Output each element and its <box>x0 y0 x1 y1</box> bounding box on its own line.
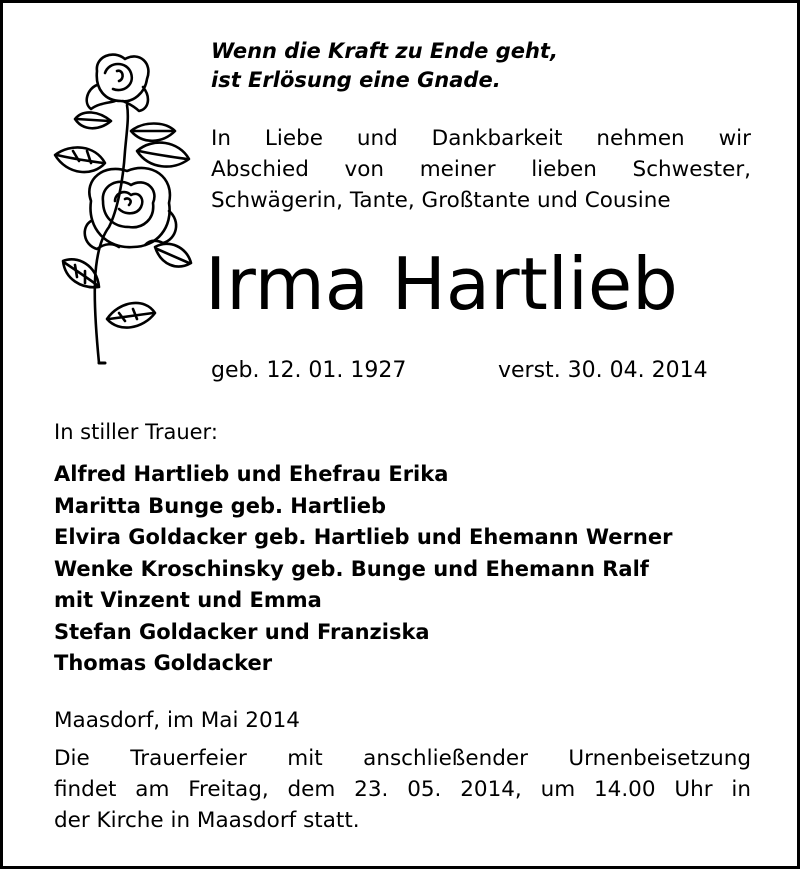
intro-line-2: Abschied von meiner lieben Schwester, <box>211 157 751 182</box>
mourner-entry: mit Vinzent und Emma <box>54 588 322 612</box>
deceased-name: Irma Hartlieb <box>205 242 678 326</box>
mourner-entry: Stefan Goldacker und Franziska <box>54 619 430 644</box>
birth-date: geb. 12. 01. 1927 <box>211 358 407 383</box>
mourner-entry: Thomas Goldacker <box>54 651 273 675</box>
intro-line-3: Schwägerin, Tante, Großtante und Cousine <box>211 188 671 213</box>
mourning-label: In stiller Trauer: <box>54 420 218 444</box>
death-date: verst. 30. 04. 2014 <box>498 358 708 383</box>
motto-line-2: ist Erlösung eine Gnade. <box>211 68 501 92</box>
funeral-notice <box>54 743 751 836</box>
mourners-list <box>54 459 774 680</box>
intro-text <box>211 123 751 216</box>
notice-line-3: der Kirche in Maasdorf statt. <box>54 808 360 833</box>
mourner-entry: Maritta Bunge geb. Hartlieb <box>54 493 387 518</box>
mourner-entry: Alfred Hartlieb und Ehefrau Erika <box>54 462 449 486</box>
motto-line-1: Wenn die Kraft zu Ende geht, <box>211 39 558 63</box>
place-date: Maasdorf, im Mai 2014 <box>54 708 300 733</box>
rose-icon <box>53 51 193 367</box>
notice-line-1: Die Trauerfeier mit anschließender Urnenbeisetzung <box>54 746 751 771</box>
life-dates <box>211 355 731 387</box>
mourner-entry: Elvira Goldacker geb. Hartlieb und Ehemann Werner <box>54 525 673 549</box>
mourner-entry: Wenke Kroschinsky geb. Bunge und Ehemann Ralf <box>54 556 649 581</box>
motto <box>211 37 771 95</box>
intro-line-1: In Liebe und Dankbarkeit nehmen wir <box>211 126 751 151</box>
notice-line-2: findet am Freitag, dem 23. 05. 2014, um 14.00 Uhr in <box>54 777 751 802</box>
